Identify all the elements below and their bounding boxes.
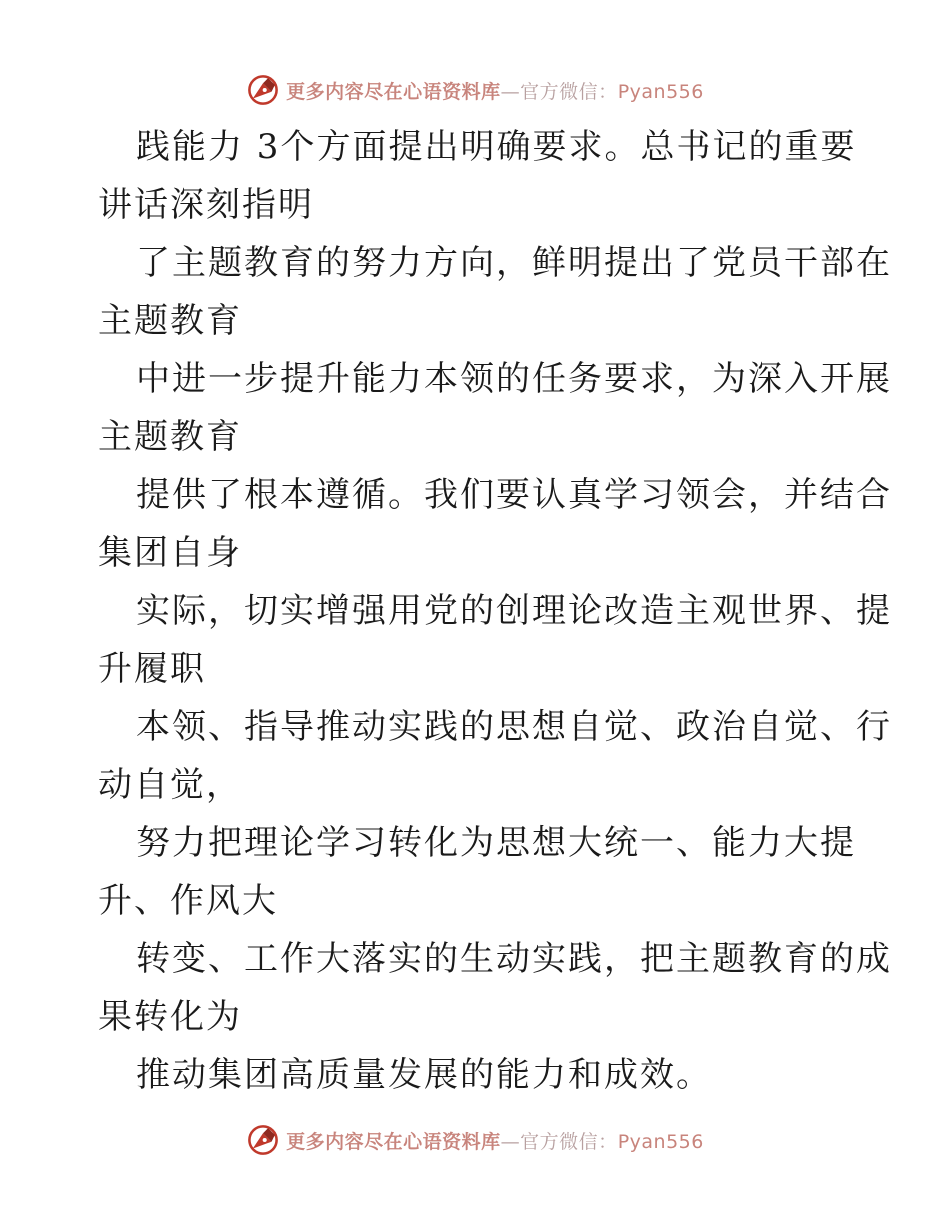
body-line: 本领、指导推动实践的思想自觉、政治自觉、行	[136, 707, 892, 747]
footer-banner-separator: —	[500, 1130, 521, 1153]
body-line: 践能力 3个方面提出明确要求。总书记的重要	[136, 127, 857, 167]
header-wechat-id: Pyan556	[617, 80, 704, 103]
body-line: 主题教育	[98, 417, 242, 457]
header-banner-text	[286, 77, 704, 104]
body-line: 动自觉，	[98, 765, 242, 805]
footer-wechat-label: 官方微信：	[520, 1130, 618, 1153]
body-line: 升履职	[98, 649, 206, 689]
body-line: 实际，切实增强用党的创理论改造主观世界、提	[136, 591, 892, 631]
body-line: 升、作风大	[98, 881, 278, 921]
header-banner	[0, 70, 950, 110]
body-line: 推动集团高质量发展的能力和成效。	[136, 1055, 712, 1095]
footer-wechat-id: Pyan556	[617, 1130, 704, 1153]
body-line: 果转化为	[98, 997, 242, 1037]
body-line: 集团自身	[98, 533, 242, 573]
header-banner-content	[246, 73, 704, 107]
header-banner-title: 更多内容尽在心语资料库	[286, 80, 501, 103]
header-wechat-label: 官方微信：	[520, 80, 618, 103]
footer-banner	[0, 1120, 950, 1160]
footer-banner-text	[286, 1127, 704, 1154]
body-line: 主题教育	[98, 301, 242, 341]
body-line: 提供了根本遵循。我们要认真学习领会，并结合	[136, 475, 892, 515]
pen-nib-logo-icon	[246, 73, 280, 107]
header-banner-separator: —	[500, 80, 521, 103]
body-line: 努力把理论学习转化为思想大统一、能力大提	[136, 823, 856, 863]
body-line: 了主题教育的努力方向，鲜明提出了党员干部在	[136, 243, 892, 283]
body-line: 转变、工作大落实的生动实践，把主题教育的成	[136, 939, 892, 979]
document-body	[98, 118, 892, 1104]
body-line: 讲话深刻指明	[98, 185, 314, 225]
body-line: 中进一步提升能力本领的任务要求，为深入开展	[136, 359, 892, 399]
pen-nib-logo-icon	[246, 1123, 280, 1157]
footer-banner-title: 更多内容尽在心语资料库	[286, 1130, 501, 1153]
footer-banner-content	[246, 1123, 704, 1157]
